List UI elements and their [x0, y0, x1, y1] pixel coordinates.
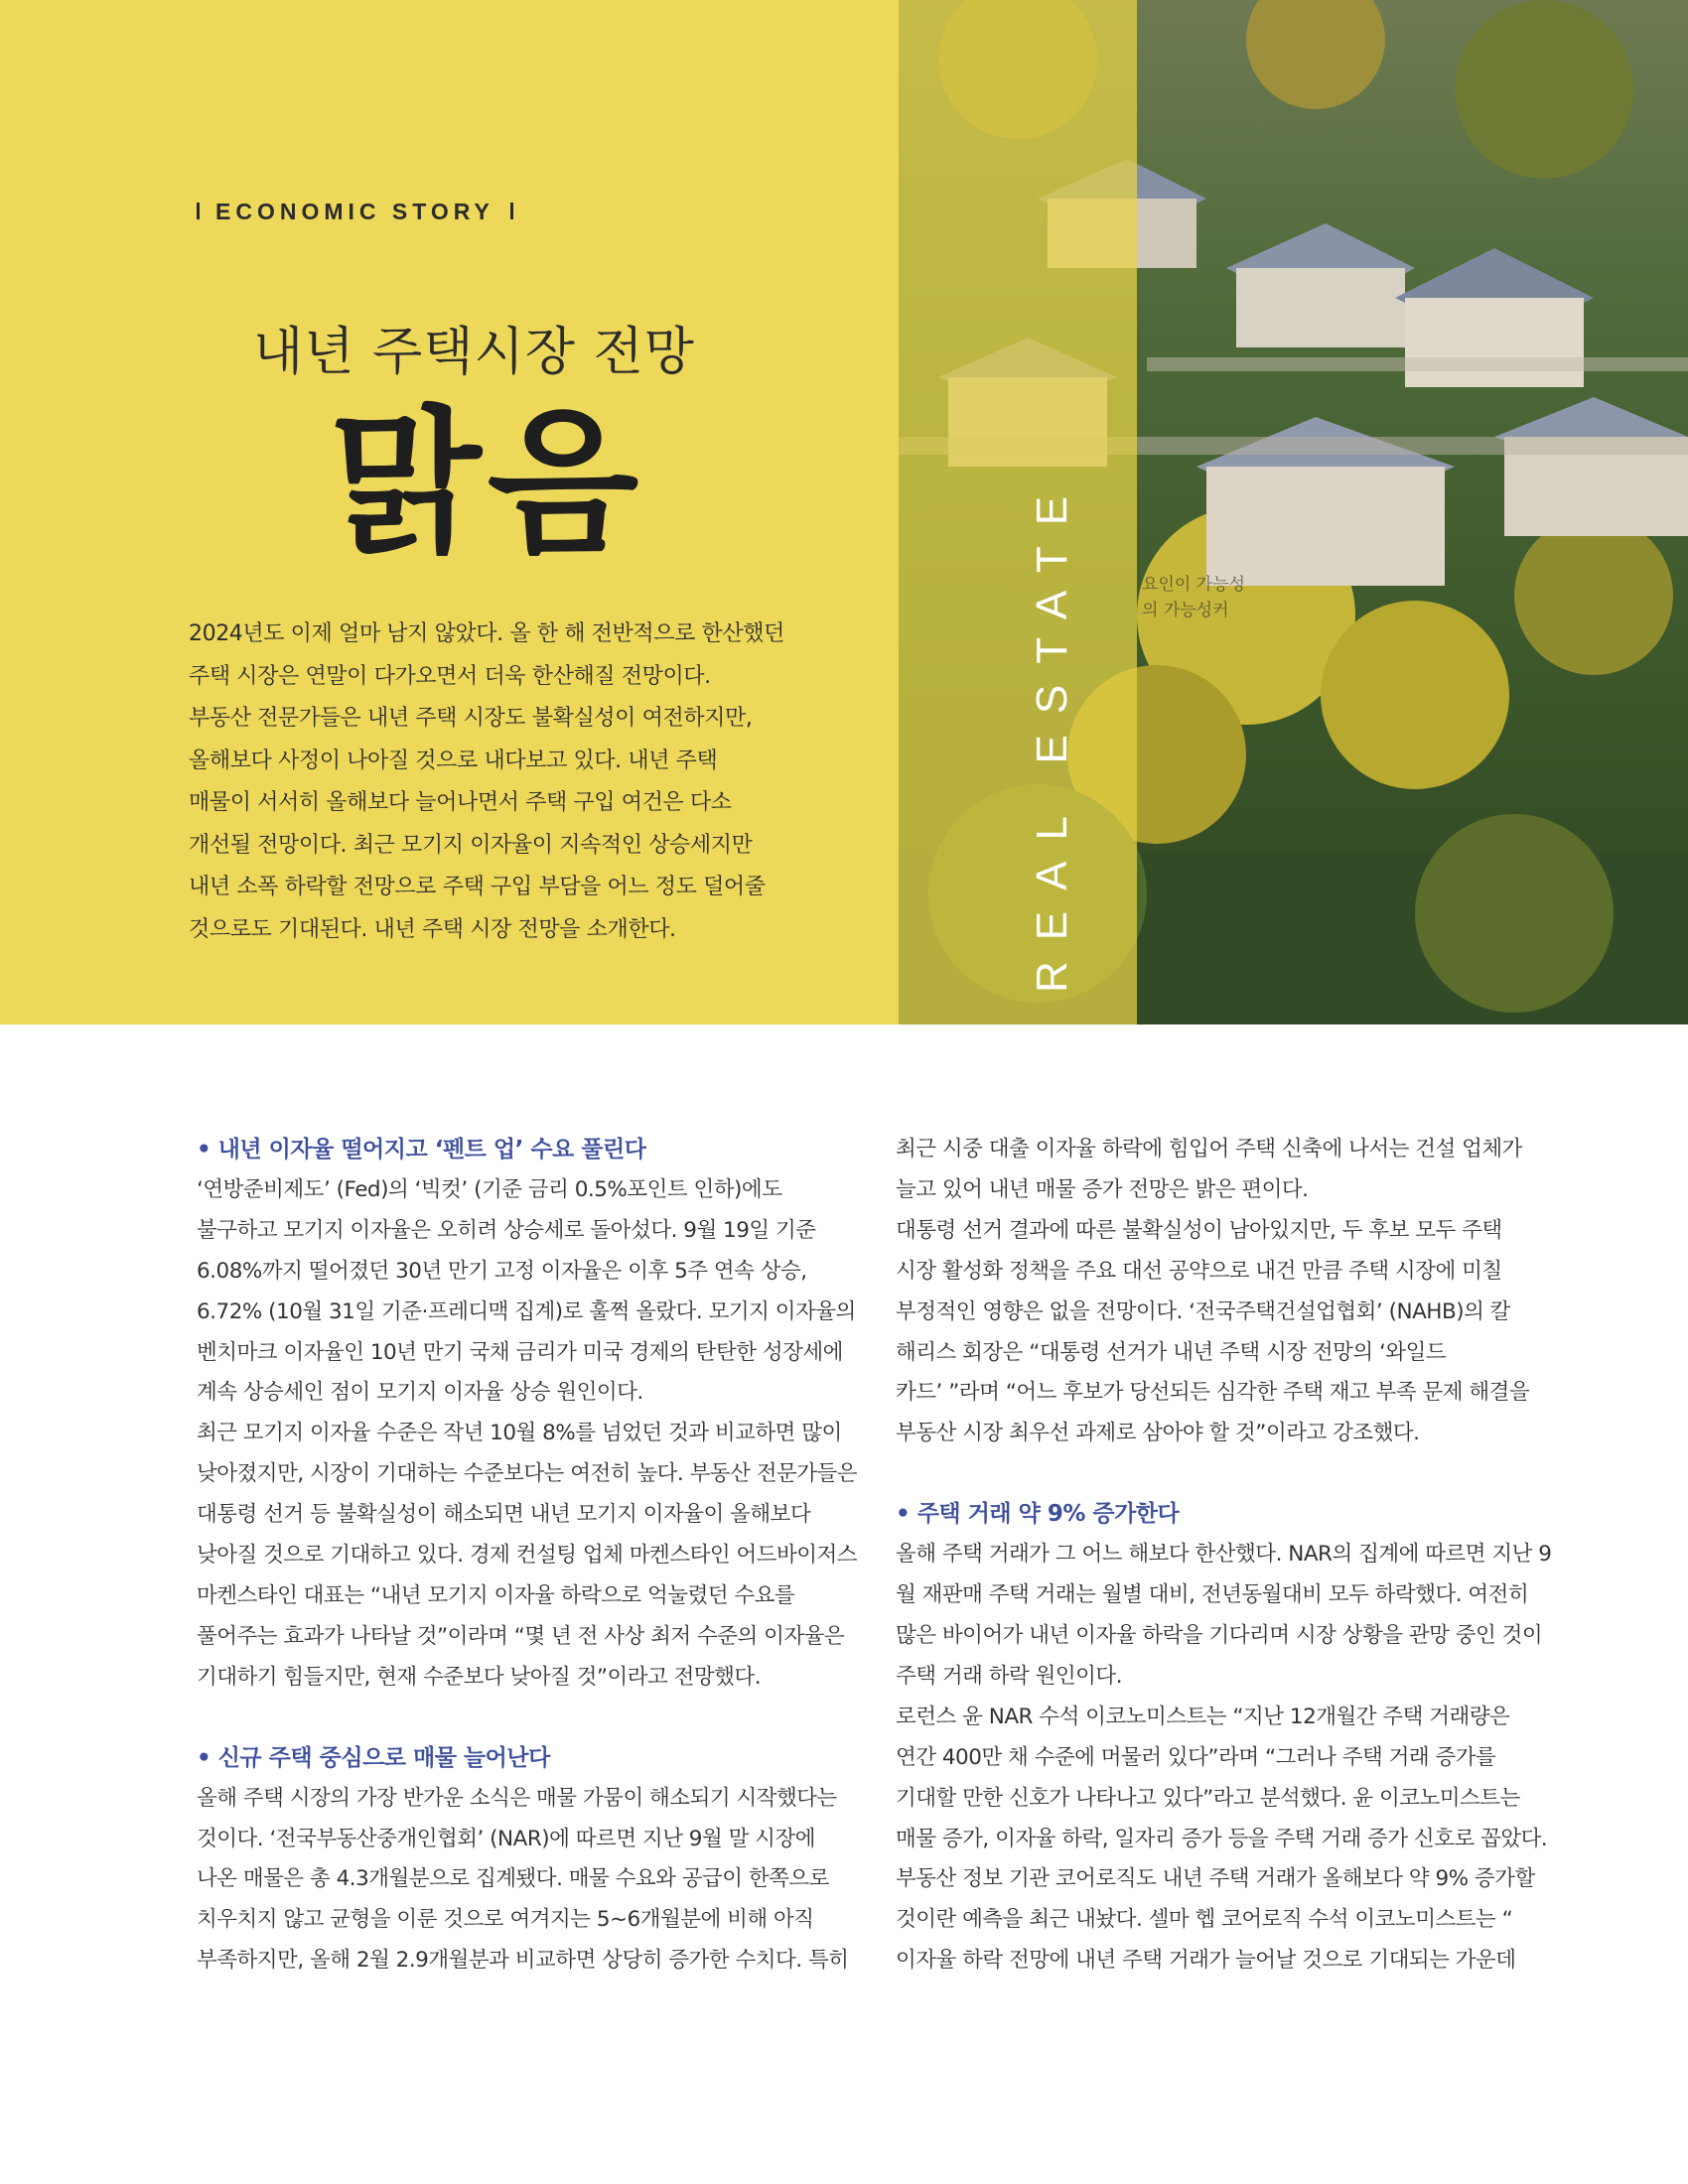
section-spacer: [896, 1454, 1561, 1494]
article-headline: 맑음: [330, 391, 645, 575]
body-line: 마켄스타인 대표는 “내년 모기지 이자율 하락으로 억눌렸던 수요를: [197, 1582, 795, 1608]
body-line: 6.08%까지 떨어졌던 30년 만기 고정 이자율은 이후 5주 연속 상승,: [197, 1258, 807, 1284]
real-estate-vertical-label: REAL ESTATE: [1028, 475, 1076, 993]
lead-line: 것으로도 기대된다. 내년 주택 시장 전망을 소개한다.: [189, 916, 676, 942]
body-line: 로런스 윤 NAR 수석 이코노미스트는 “지난 12개월간 주택 거래량은: [896, 1704, 1510, 1729]
kicker-bar-right: [510, 203, 513, 219]
body-line: 벤치마크 이자율인 10년 만기 국채 금리가 미국 경제의 탄탄한 성장세에: [197, 1339, 843, 1365]
overlay-line: 요인이 가능성: [1142, 575, 1245, 595]
body-line: 기대하기 힘들지만, 현재 수준보다 낮아질 것”이라고 전망했다.: [197, 1664, 762, 1690]
photo-overlay-text: [1142, 572, 1245, 623]
lead-line: 개선될 전망이다. 최근 모기지 이자율이 지속적인 상승세지만: [189, 832, 753, 858]
body-line: 6.72% (10월 31일 기준·프레디맥 집계)로 훌쩍 올랐다. 모기지 이자율의: [197, 1298, 856, 1324]
body-line: 주택 거래 하락 원인이다.: [896, 1663, 1123, 1689]
section-kicker: [197, 199, 529, 225]
body-line: 기대할 만한 신호가 나타나고 있다”라고 분석했다. 윤 이코노미스트는: [896, 1785, 1520, 1811]
body-line: 많은 바이어가 내년 이자율 하락을 기다리며 시장 상황을 관망 중인 것이: [896, 1622, 1543, 1648]
body-line: 올해 주택 시장의 가장 반가운 소식은 매물 가뭄이 해소되기 시작했다는: [197, 1785, 837, 1811]
lead-line: 매물이 서서히 올해보다 늘어나면서 주택 구입 여건은 다소: [189, 790, 732, 815]
body-line: 부족하지만, 올해 2월 2.9개월분과 비교하면 상당히 증가한 수치다. 특히: [197, 1948, 849, 1974]
body-column-right: [896, 1130, 1561, 1981]
body-line: ‘연방준비제도’ (Fed)의 ‘빅컷’ (기준 금리 0.5%포인트 인하)에도: [197, 1176, 782, 1202]
body-line: 부동산 정보 기관 코어로직도 내년 주택 거래가 올해보다 약 9% 증가할: [896, 1866, 1535, 1892]
body-column-left: [197, 1130, 862, 1981]
body-line: 낮아졌지만, 시장이 기대하는 수준보다는 여전히 높다. 부동산 전문가들은: [197, 1461, 858, 1487]
lead-line: 2024년도 이제 얼마 남지 않았다. 올 한 해 전반적으로 한산했던: [189, 621, 784, 646]
kicker-text: ECONOMIC STORY: [215, 199, 494, 224]
lead-line: 부동산 전문가들은 내년 주택 시장도 불확실성이 여전하지만,: [189, 706, 753, 731]
body-line: 월 재판매 주택 거래는 월별 대비, 전년동월대비 모두 하락했다. 여전히: [896, 1582, 1529, 1608]
body-line: 연간 400만 채 수준에 머물러 있다”라며 “그러나 주택 거래 증가를: [896, 1744, 1496, 1770]
lead-paragraph: [189, 614, 824, 951]
section-spacer: [197, 1699, 862, 1738]
body-line: 올해 주택 거래가 그 어느 해보다 한산했다. NAR의 집계에 따르면 지난 9: [896, 1542, 1552, 1568]
body-line: 대통령 선거 결과에 따른 불확실성이 남아있지만, 두 후보 모두 주택: [896, 1217, 1502, 1243]
lead-line: 내년 소폭 하락할 전망으로 주택 구입 부담을 어느 정도 덜어줄: [189, 875, 766, 899]
body-line: 해리스 회장은 “대통령 선거가 내년 주택 시장 전망의 ‘와일드: [896, 1339, 1447, 1365]
body-line: 대통령 선거 등 불확실성이 해소되면 내년 모기지 이자율이 올해보다: [197, 1502, 811, 1528]
hero-section: [0, 0, 1688, 1024]
section-heading: • 신규 주택 중심으로 매물 늘어난다: [197, 1744, 550, 1771]
body-line: 풀어주는 효과가 나타날 것”이라며 “몇 년 전 사상 최저 수준의 이자율은: [197, 1623, 845, 1649]
body-line: 시장 활성화 정책을 주요 대선 공약으로 내건 만큼 주택 시장에 미칠: [896, 1258, 1502, 1284]
lead-line: 올해보다 사정이 나아질 것으로 내다보고 있다. 내년 주택: [189, 748, 718, 773]
body-line: 부동산 시장 최우선 과제로 삼아야 할 것”이라고 강조했다.: [896, 1421, 1420, 1446]
photo-yellow-tint: [899, 0, 1137, 1024]
body-line: 것이란 예측을 최근 내놨다. 셀마 헵 코어로직 수석 이코노미스트는 “: [896, 1907, 1513, 1933]
article-subtitle: 내년 주택시장 전망: [253, 323, 695, 382]
body-line: 계속 상승세인 점이 모기지 이자율 상승 원인이다.: [197, 1380, 643, 1406]
body-line: 것이다. ‘전국부동산중개인협회’ (NAR)에 따르면 지난 9월 말 시장에: [197, 1826, 815, 1851]
body-line: 매물 증가, 이자율 하락, 일자리 증가 등을 주택 거래 증가 신호로 꼽았다.: [896, 1826, 1548, 1851]
overlay-line: 의 가능성커: [1142, 601, 1229, 620]
section-heading: • 주택 거래 약 9% 증가한다: [896, 1501, 1180, 1528]
body-line: 부정적인 영향은 없을 전망이다. ‘전국주택건설업협회’ (NAHB)의 칼: [896, 1298, 1510, 1324]
body-line: 치우치지 않고 균형을 이룬 것으로 여겨지는 5~6개월분에 비해 아직: [197, 1907, 814, 1933]
body-line: 최근 모기지 이자율 수준은 작년 10월 8%를 넘었던 것과 비교하면 많이: [197, 1421, 842, 1446]
body-line: 나온 매물은 총 4.3개월분으로 집계됐다. 매물 수요와 공급이 한쪽으로: [197, 1866, 829, 1892]
section-heading: • 내년 이자율 떨어지고 ‘펜트 업’ 수요 풀린다: [197, 1137, 646, 1162]
suburb-aerial-photo: [899, 0, 1688, 1024]
body-line: 최근 시중 대출 이자율 하락에 힘입어 주택 신축에 나서는 건설 업체가: [896, 1137, 1522, 1161]
body-line: 늘고 있어 내년 매물 증가 전망은 밝은 편이다.: [896, 1176, 1309, 1202]
body-line: 카드’ ”라며 “어느 후보가 당선되든 심각한 주택 재고 부족 문제 해결을: [896, 1380, 1530, 1406]
body-line: 불구하고 모기지 이자율은 오히려 상승세로 돌아섰다. 9월 19일 기준: [197, 1217, 816, 1243]
lead-line: 주택 시장은 연말이 다가오면서 더욱 한산해질 전망이다.: [189, 663, 711, 689]
body-line: 낮아질 것으로 기대하고 있다. 경제 컨설팅 업체 마켄스타인 어드바이저스: [197, 1543, 858, 1569]
kicker-bar-left: [197, 203, 200, 219]
body-line: 이자율 하락 전망에 내년 주택 거래가 늘어날 것으로 기대되는 가운데: [896, 1948, 1516, 1974]
